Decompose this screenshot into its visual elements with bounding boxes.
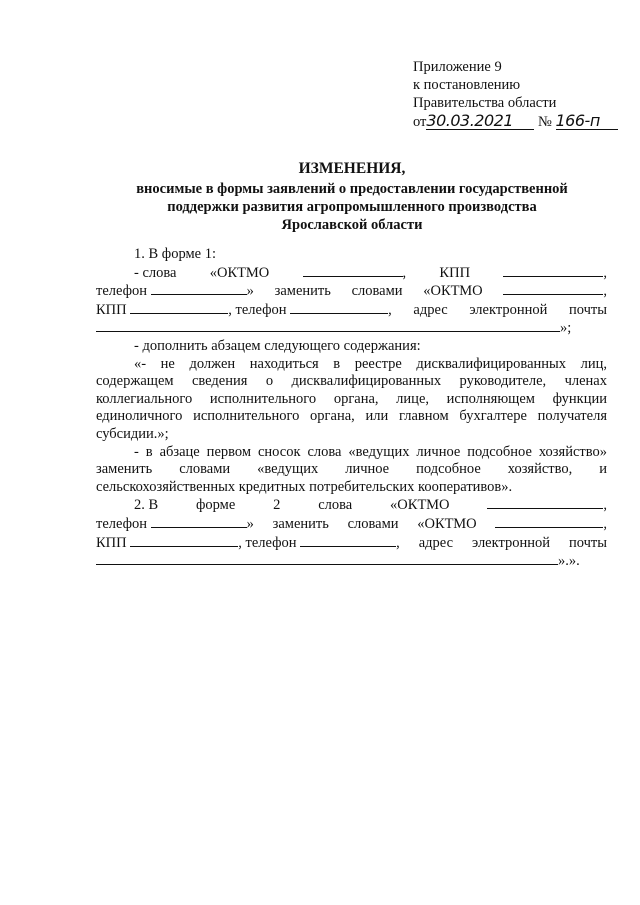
handwritten-number: 166-п (556, 112, 618, 130)
s2-row-3: КПП , телефон , адрес электронной почты (96, 534, 607, 551)
s1-row-3: КПП , телефон , адрес электронной почты (96, 301, 607, 318)
title-line-1: вносимые в формы заявлений о предоставлении государственной (136, 181, 568, 197)
blank-field (290, 301, 388, 314)
blank-field (96, 319, 560, 332)
s1-row-1: - слова «ОКТМО , КПП , (134, 264, 607, 281)
blank-field (503, 264, 603, 277)
document-body (96, 246, 607, 571)
s1-footnote-paragraph: - в абзаце первом сносок слова «ведущих личное подсобное хозяйство» заменить словами «ведущих личное подсобное хозяйство, и сельскохозяйственных кредитных потребительских кооперативов». (96, 443, 607, 495)
title-line-2: поддержки развития агропромышленного производства (167, 199, 537, 215)
s2-row-2: телефон » заменить словами «ОКТМО , (96, 515, 607, 532)
blank-field (303, 264, 403, 277)
title-line-3: Ярославской области (281, 217, 423, 233)
handwritten-date: 30.03.2021 (426, 112, 534, 130)
blank-field (130, 534, 238, 547)
blank-field (151, 515, 247, 528)
appendix-header (413, 58, 623, 131)
s2-row-4: ».». (96, 552, 607, 571)
appendix-to-resolution: к постановлению (413, 77, 521, 93)
s1-quote-paragraph: «- не должен находиться в реестре дисквалифицированных лиц, содержащем сведения о дисквалифицированных руководителе, членах коллегиального исполнительного органа, лице, исполняющем функции единоличного исполнительного органа, или главном бухгалтере получателя субсидии.»; (96, 355, 607, 442)
blank-field (495, 515, 603, 528)
blank-field (487, 496, 603, 509)
s2-row-1: 2. В форме 2 слова «ОКТМО , (134, 497, 607, 514)
appendix-number: Приложение 9 (413, 59, 502, 75)
s1-row-4: »; (96, 319, 607, 338)
title-main: ИЗМЕНЕНИЯ, (298, 160, 406, 177)
document-title (96, 160, 608, 234)
blank-field (151, 282, 247, 295)
appendix-date-line (413, 112, 623, 131)
number-label: № (538, 114, 552, 130)
from-label: от (413, 114, 427, 130)
s1-add-paragraph: - дополнить абзацем следующего содержания: (134, 337, 421, 354)
s1-row-2: телефон » заменить словами «ОКТМО , (96, 283, 607, 300)
blank-field (130, 301, 228, 314)
blank-field (96, 552, 558, 565)
section-1-heading: 1. В форме 1: (134, 246, 216, 262)
blank-field (503, 282, 603, 295)
appendix-government: Правительства области (413, 95, 557, 111)
blank-field (300, 534, 396, 547)
